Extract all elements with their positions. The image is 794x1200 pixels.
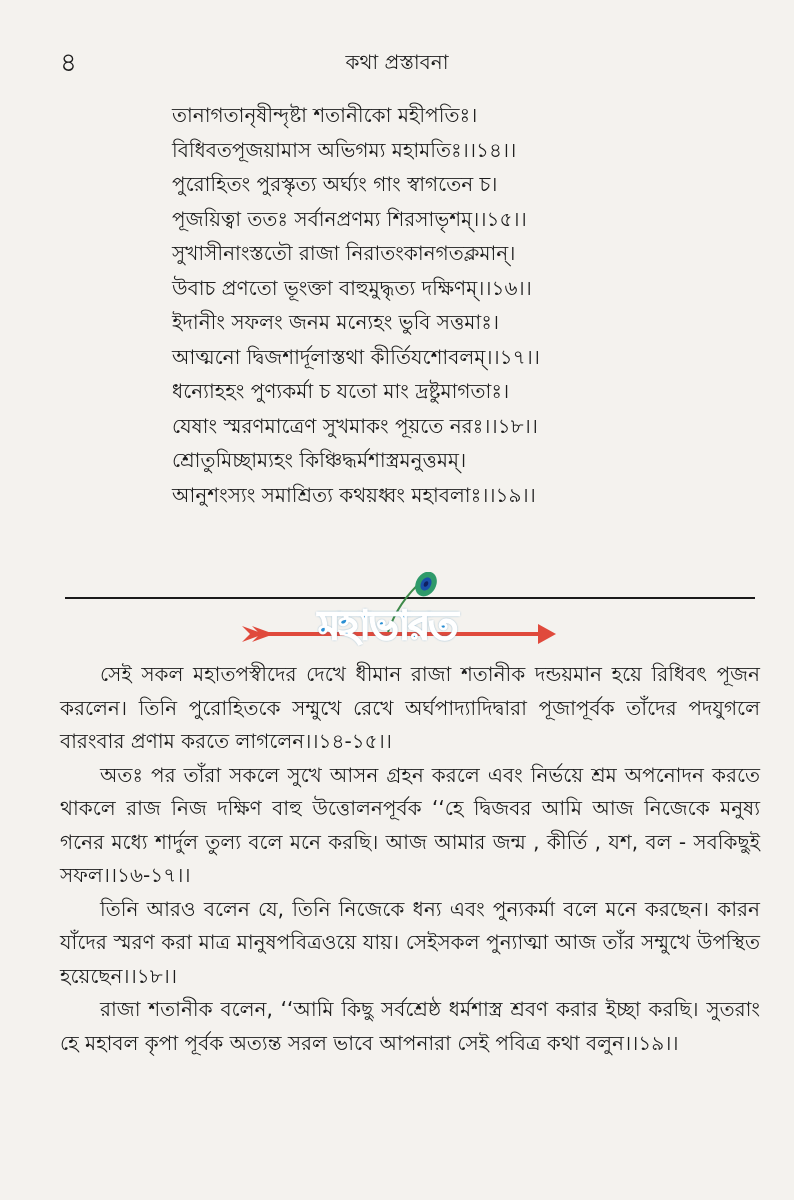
- commentary-paragraph: সেই সকল মহাতপস্বীদের দেখে ধীমান রাজা শতানীক দন্ডয়মান হয়ে রিধিবৎ পূজন করলেন। তিনি পুরোহিতকে সম্মুখে রেখে অর্ঘপাদ্যাদিদ্বারা পূজাপূর্বক তাঁদের পদযুগলে বারংবার প্রণাম করতে লাগলেন।।১৪-১৫।।: [60, 662, 760, 753]
- running-header: কথা প্রস্তাবনা: [345, 50, 449, 74]
- verse-line: ধন্যোহহং পুণ্যকর্মা চ যতো মাং দ্রষ্টুমাগতাঃ।: [172, 379, 510, 403]
- verse-line: তানাগতানৃষীন্দৃষ্টা শতানীকো মহীপতিঃ।: [172, 103, 478, 127]
- commentary-paragraph: তিনি আরও বলেন যে, তিনি নিজেকে ধন্য এবং পুন্যকর্মা বলে মনে করছেন। কারন যাঁদের স্মরণ করা মাত্র মানুষপবিত্রওয়ে যায়। সেইসকল পুন্যাত্মা আজ তাঁর সম্মুখে উপস্থিত হয়েছেন।।১৮।।: [60, 896, 760, 988]
- page-number: ৪: [60, 48, 77, 78]
- verse-line: যেষাং স্মরণমাত্রেণ সুখমাকং পূয়তে নরঃ।।১৮।।: [172, 413, 538, 438]
- commentary-paragraph: রাজা শতানীক বলেন, ‘‘আমি কিছু সর্বশ্রেষ্ঠ ধর্মশাস্ত্র শ্রবণ করার ইচ্ছা করছি। সুতরাং হে মহাবল কৃপা পূর্বক অত্যন্ত সরল ভাবে আপনারা সেই পবিত্র কথা বলুন।।১৯।।: [60, 997, 760, 1055]
- verse-line: উবাচ প্রণতো ভূংক্তা বাহুমুদ্ধৃত্য দক্ষিণম্।।১৬।।: [172, 275, 532, 300]
- verse-line: সুখাসীনাংস্ততৌ রাজা নিরাতংকানগতক্লমান্।: [172, 241, 516, 265]
- commentary-paragraph: অতঃ পর তাঁরা সকলে সুখে আসন গ্রহন করলে এবং নির্ভয়ে শ্রম অপনোদন করতে থাকলে রাজ নিজ দক্ষিণ বাহু উত্তোলনপূর্বক ‘‘হে দ্বিজবর আমি আজ নিজেকে মনুষ্য গনের মধ্যে শার্দুল তুল্য বলে মনে করছি। আজ আমার জন্ম , কীর্তি , যশ, বল - সবকিছুই সফল।।১৬-১৭।।: [60, 762, 760, 887]
- verse-line: ইদানীং সফলং জনম মন্যেহং ভুবি সত্তমাঃ।: [172, 310, 500, 334]
- verse-line: পূজয়িত্বা ততঃ সর্বানপ্রণম্য শিরসাভৃশম্।।১৫।।: [172, 206, 527, 231]
- verse-line: বিধিবতপূজয়ামাস অভিগম্য মহামতিঃ।।১৪।।: [172, 137, 517, 162]
- sanskrit-verses: [172, 98, 782, 512]
- logo-wordmark: মহাভারত: [318, 603, 457, 649]
- verse-line: আনুশংস্যং সমাশ্রিত্য কথয়ধ্বং মহাবলাঃ।।১৯।।: [172, 482, 536, 507]
- bengali-commentary: [60, 658, 760, 1060]
- verse-line: আত্মনো দ্বিজশার্দূলাস্তথা কীর্তিযশোবলম্।।১৭।।: [172, 344, 540, 369]
- mahabharat-logo: [238, 572, 558, 672]
- verse-line: পুরোহিতং পুরস্কৃত্য অর্ঘ্যং গাং স্বাগতেন চ।: [172, 172, 498, 196]
- verse-line: শ্রোতুমিচ্ছাম্যহং কিঞ্চিদ্ধর্মশাস্ত্রমনুত্তমম্।: [172, 448, 467, 472]
